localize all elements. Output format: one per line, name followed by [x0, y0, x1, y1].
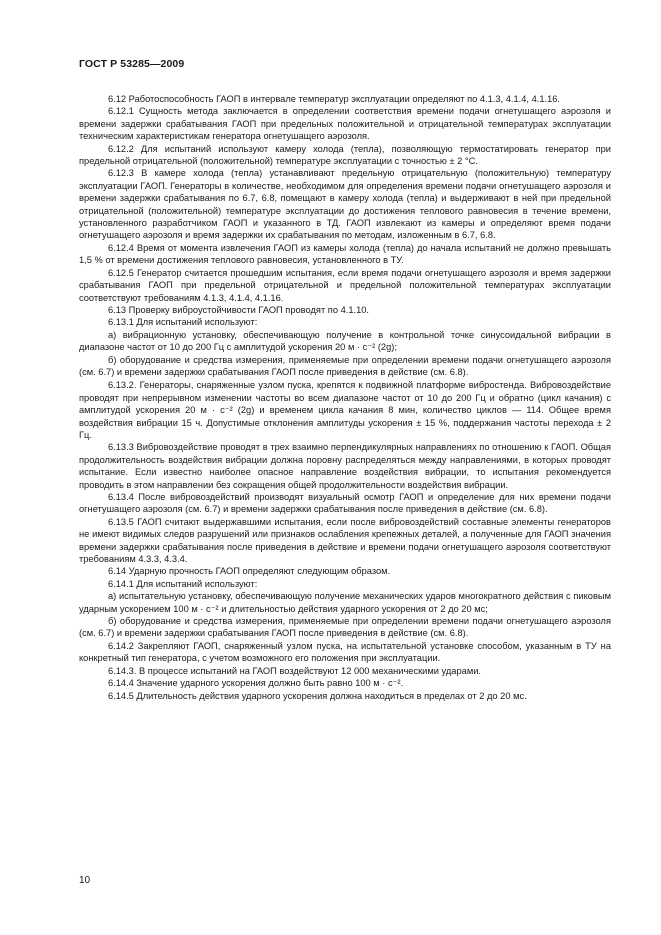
paragraph: 6.13 Проверку виброустойчивости ГАОП проводят по 4.1.10.: [108, 304, 370, 315]
document-header: ГОСТ Р 53285—2009: [79, 58, 185, 70]
paragraph: 6.14.1 Для испытаний используют:: [108, 578, 258, 589]
paragraph: 6.12.3 В камере холода (тепла) устанавливают предельную отрицательную (положительную) температуру эксплуатации ГАОП. Генераторы в количестве, необходимом для определения времени подачи огнетушащего аэрозоля и времени задержки срабатывания по 6.7, 6.8, помещают в камеру холода (тепла) и выдерживают в ней при предельной отрицательной (положительной) температуре эксплуатации до достижения теплового равновесия в течение времени, установленного разработчиком ГАОП и указанного в ТД. ГАОП извлекают из камеры и определяют время подачи огнетушащего аэрозоля и время задержки их срабатывания по методам, изложенным в 6.7, 6.8.: [79, 168, 611, 241]
paragraph: 6.14.2 Закрепляют ГАОП, снаряженный узлом пуска, на испытательной установке способом, указанным в ТУ на конкретный тип генератора, с учетом возможного его положения при эксплуатации.: [79, 640, 611, 664]
paragraph: б) оборудование и средства измерения, применяемые при определении времени подачи огнетушащего аэрозоля (см. 6.7) и времени задержки срабатывания ГАОП после приведения в действие (см. 6.8).: [79, 354, 611, 377]
paragraph: 6.14 Ударную прочность ГАОП определяют следующим образом.: [108, 566, 391, 577]
paragraph: 6.14.5 Длительность действия ударного ускорения должна находиться в пределах от 2 до 20 мс.: [108, 690, 527, 701]
paragraph: а) вибрационную установку, обеспечивающую получение в контрольной точке синусоидальной вибрации в диапазоне частот от 10 до 200 Гц с амплитудой ускорения 20 м · с⁻² (2g);: [79, 329, 611, 353]
paragraph: 6.12.2 Для испытаний используют камеру холода (тепла), позволяющую термостатировать генератор при предельной отрицательной (положительной) температуре эксплуатации с точностью ± 2 °С.: [79, 143, 611, 167]
paragraph: 6.14.4 Значение ударного ускорения должно быть равно 100 м · с⁻².: [108, 678, 404, 689]
paragraph: 6.12.1 Сущность метода заключается в определении соответствия времени подачи огнетушащего аэрозоля и времени задержки срабатывания ГАОП при предельных положительной и отрицательной температурах эксплуатации техническим характеристикам генератора огнетушащего аэрозоля.: [79, 106, 611, 142]
page-number: 10: [79, 875, 91, 886]
paragraph: 6.13.4 После вибровоздействий производят визуальный осмотр ГАОП и определение для них времени подачи огнетушащего аэрозоля (см. 6.7) и времени задержки срабатывания после приведения в действие (см. 6.8).: [79, 492, 611, 515]
paragraph: 6.12.4 Время от момента извлечения ГАОП из камеры холода (тепла) до начала испытаний не должно превышать 1,5 % от времени достижения теплового равновесия, установленного в ТУ.: [79, 242, 611, 266]
paragraph: 6.13.2. Генераторы, снаряженные узлом пуска, крепятся к подвижной платформе вибростенда. Вибровоздействие проводят при непрерывном изменении частоты во всем диапазоне частот от 10 до 200 Гц и обратно (цикл качания) с амплитудой ускорения 20 м · с⁻² (2g) и временем цикла качания 8 мин, количество циклов — 114. Общее время воздействия вибрации 15 ч. Допустимые отклонения амплитуды ускорения ± 15 %, поддержания частоты перехода ± 2 Гц.: [79, 380, 611, 440]
paragraph: 6.14.3. В процессе испытаний на ГАОП воздействуют 12 000 механическими ударами.: [108, 665, 481, 676]
paragraph: а) испытательную установку, обеспечивающую получение механических ударов многократного действия с пиковым ударным ускорением 100 м · с⁻² и длительностью действия ударного ускорения от 2 до 20 мс;: [79, 591, 611, 614]
paragraph: 6.12 Работоспособность ГАОП в интервале температур эксплуатации определяют по 4.1.3, 4.1.4, 4.1.16.: [108, 94, 560, 104]
paragraph: 6.12.5 Генератор считается прошедшим испытания, если время подачи огнетушащего аэрозоля и время задержки срабатывания ГАОП при предельной отрицательной и предельной положительной температурах эксплуатации соответствуют требованиям 4.1.3, 4.1.4, 4.1.16.: [79, 267, 611, 303]
paragraph: 6.13.5 ГАОП считают выдержавшими испытания, если после вибровоздействий составные элементы генераторов не имеют видимых следов разрушений или признаков ослабления крепежных деталей, а полученные для ГАОП значения времени задержки срабатывания после приведения в действие и времени подачи огнетушащего аэрозоля соответствуют требованиям 4.3.3, 4.3.4.: [79, 516, 611, 565]
paragraph: б) оборудование и средства измерения, применяемые при определении времени подачи огнетушащего аэрозоля (см. 6.7) и времени задержки срабатывания ГАОП после приведения в действие (см. 6.8).: [79, 616, 611, 639]
document-body: [79, 93, 611, 702]
paragraph: 6.13.3 Вибровоздействие проводят в трех взаимно перпендикулярных направлениях по отношению к ГАОП. Общая продолжительность воздействия вибрации должна поровну распределяться между направлениями, в которых проводят испытание. Если известно наиболее опасное направление воздействия вибрации, то испытания рекомендуется проводить в этом направлении без сокращения общей продолжительности воздействия вибрации.: [79, 442, 611, 490]
paragraph: 6.13.1 Для испытаний используют:: [108, 317, 258, 328]
